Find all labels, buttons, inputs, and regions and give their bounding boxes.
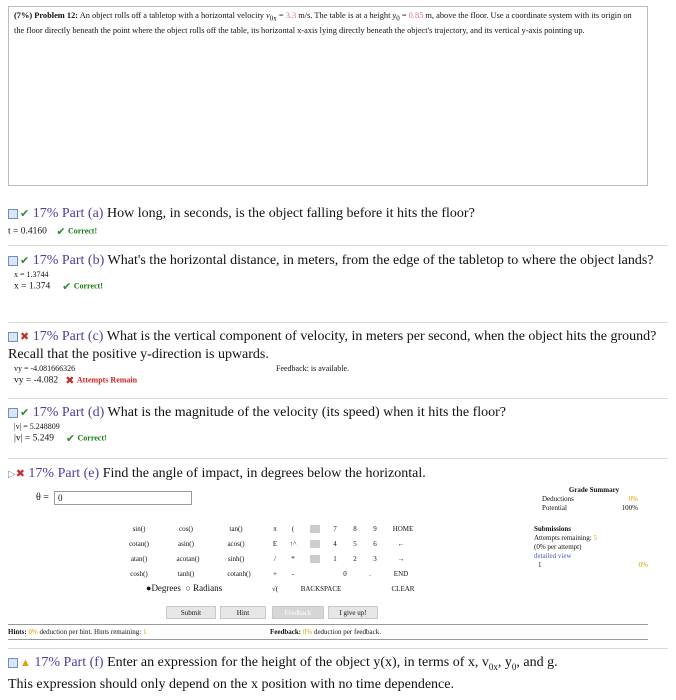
problem-text-1: An object rolls off a tabletop with a horizontal velocity [79,11,264,20]
key-blank [310,525,320,533]
degrees-label: Degrees [151,583,181,593]
hints-label: Hints: [8,628,27,636]
part-d-percent: 17% Part (d) [32,405,105,421]
part-e-question: Find the angle of impact, in degrees below the horizontal. [102,466,426,482]
v0x-sub: 0x [269,14,277,23]
key-blank [310,555,320,563]
divider [8,322,668,323]
per-attempt: (0% per attempt) [534,543,582,551]
key-tanh[interactable]: tanh() [177,570,195,578]
part-b-status: Correct! [73,281,103,291]
part-a-question: How long, in seconds, is the object falling before it hits the floor? [106,206,475,222]
key-6[interactable]: 6 [373,540,377,548]
hints-remaining: 1 [142,628,147,636]
grade-summary-title: Grade Summary [568,486,620,494]
radians-label: Radians [193,583,223,593]
expand-icon[interactable] [8,658,18,668]
key-4[interactable]: 4 [333,540,337,548]
hints-bar [8,624,648,640]
key-sin[interactable]: sin() [132,525,146,533]
key-divide[interactable]: / [274,555,276,563]
answer-input-value: 0 [58,493,63,503]
x-icon: ✖ [65,375,75,388]
key-0[interactable]: 0 [343,570,347,578]
give-up-button[interactable]: I give up! [328,606,378,619]
theta-label: θ = [36,492,49,503]
potential-value: 100% [621,504,638,512]
expand-icon[interactable] [8,408,18,418]
part-b-answer-full: x = 1.3744 [14,270,49,280]
key-9[interactable]: 9 [373,525,377,533]
key-e[interactable]: E [272,540,278,548]
part-f-question-1: Enter an expression for the height of the object y(x), in terms of x, v [107,655,489,670]
part-d [8,404,668,445]
part-c-percent: 17% Part (c) [32,329,104,345]
part-c [8,328,668,387]
key-acotan[interactable]: acotan() [176,555,200,563]
part-e [8,465,668,484]
part-b-percent: 17% Part (b) [32,253,105,269]
part-c-feedback: Feedback: is available. [276,364,350,374]
key-2[interactable]: 2 [353,555,357,563]
key-5[interactable]: 5 [353,540,357,548]
key-3[interactable]: 3 [373,555,377,563]
key-pi[interactable]: π [273,525,277,533]
part-b-question: What's the horizontal distance, in meters, from the edge of the tabletop to where the object lands? [107,253,654,269]
key-cosh[interactable]: cosh() [130,570,148,578]
correct-check-icon: ✔ [56,226,66,239]
expand-icon[interactable] [8,332,18,342]
key-7[interactable]: 7 [333,525,337,533]
hints-text: deduction per hint. Hints remaining: [39,628,142,636]
feedback-text: deduction per feedback. [313,628,382,636]
key-8[interactable]: 8 [353,525,357,533]
deductions-value: 0% [628,495,638,503]
divider [8,648,668,649]
part-c-status: Attempts Remain [76,375,138,385]
divider [8,245,668,246]
correct-check-icon: ✔ [62,281,72,294]
key-right-arrow[interactable]: → [397,555,405,563]
potential-label: Potential [542,504,567,512]
part-a-answer: t = 0.4160 [8,226,47,237]
hints-pct: 0% [28,628,38,636]
key-blank [310,540,320,548]
hint-button[interactable]: Hint [220,606,266,619]
part-c-answer: vy = -4.082 [14,375,59,386]
key-plus[interactable]: + [273,570,277,578]
part-a [8,205,668,238]
x-icon: ✖ [15,468,25,480]
answer-input[interactable] [54,491,192,505]
x-icon: ✖ [20,331,30,343]
key-dot[interactable]: . [369,570,371,578]
key-backspace[interactable]: BACKSPACE [300,585,342,593]
part-b [8,252,668,293]
key-tan[interactable]: tan() [229,525,243,533]
part-a-percent: 17% Part (a) [32,206,104,222]
feedback-label: Feedback: [270,628,302,636]
key-left-arrow[interactable]: ← [397,540,405,548]
check-icon: ✔ [20,255,30,267]
key-atan[interactable]: atan() [130,555,148,563]
arrow-icon[interactable]: ▷ [8,469,16,481]
key-open-paren[interactable]: ( [291,525,295,533]
part-c-question: What is the vertical component of velocity, in meters per second, when the object hits the ground? Recall that the positive y-direction is upwards. [8,329,657,363]
submit-button[interactable]: Submit [166,606,216,619]
expand-icon[interactable] [8,209,18,219]
y0-sub: 0 [396,14,400,23]
submission-pct: 0% [638,561,648,569]
check-icon: ✔ [20,208,30,220]
part-c-answer-full: vy = -4.081666326 [14,364,76,374]
key-asin[interactable]: asin() [178,540,194,548]
part-f-question-line2: This expression should only depend on the x position with no time dependence. [8,676,454,692]
key-clear[interactable]: CLEAR [391,585,415,593]
radians-radio-icon[interactable]: ○ [185,583,191,593]
key-1[interactable]: 1 [333,555,337,563]
deductions-label: Deductions [542,495,574,503]
part-b-answer: x = 1.374 [14,281,51,292]
problem-text-3: m, above the floor. Use a coordinate system with its origin on the floor directly beneath the point where the object rolls off the table, its horizontal x-axis lying directly beneath the object's trajectory, and its vertical y-axis pointing up. [14,11,632,35]
problem-statement: (7%) Problem 12: An object rolls off a tabletop with a horizontal velocity $v_{0x} = 3.3$ m/s. The table is at a height $y_0 = 0.85$ m, above the floor. Use a coordinate system with its origin on the floor directly beneath the point where the object rolls off the table, its horizontal x-axis lying directly beneath the object's trajectory, and its vertical y-axis pointing up. [8,6,648,186]
part-f-percent: 17% Part (f) [34,655,104,670]
feedback-pct: 0% [302,628,313,636]
part-e-percent: 17% Part (e) [28,466,100,482]
key-multiply[interactable]: * [291,555,295,563]
part-f-question-3: , and g. [516,655,558,670]
key-acos[interactable]: acos() [227,540,245,548]
part-d-answer-full: |v| = 5.248809 [14,422,60,432]
problem-text-2: m/s. The table is at a height [298,11,391,20]
grade-summary [534,486,654,570]
submissions-title: Submissions [534,525,571,533]
key-cotan[interactable]: cotan() [129,540,149,548]
expand-icon[interactable] [8,256,18,266]
part-d-status: Correct! [77,433,107,443]
key-minus[interactable]: - [291,570,295,578]
key-power[interactable]: ↑^ [289,540,297,548]
v0x-value: 3.3 [285,11,297,20]
submission-number: 1 [538,561,542,569]
key-cotanh[interactable]: cotanh() [227,570,251,578]
warning-icon: ▲ [20,657,31,669]
degrees-radio-icon[interactable]: ● [146,583,152,593]
key-home[interactable]: HOME [392,525,414,533]
v0x-label: v [266,11,270,20]
key-cos[interactable]: cos() [179,525,193,533]
part-f-sub-2: 0 [511,661,517,672]
problem-label: (7%) Problem 12: [14,11,79,20]
keypad [120,525,420,605]
y0-value: 0.85 [408,11,424,20]
y0-label: y [392,11,397,20]
part-f-question-2: , y [497,655,512,670]
divider [8,398,668,399]
angle-mode [146,583,222,593]
part-d-question: What is the magnitude of the velocity (its speed) when it hits the floor? [107,405,507,421]
attempts-label: Attempts remaining: [534,534,592,542]
part-d-answer: |v| = 5.249 [14,433,55,444]
feedback-button[interactable]: Feedback [272,606,324,619]
divider [8,458,668,459]
part-f [8,654,668,694]
key-end[interactable]: END [393,570,409,578]
correct-check-icon: ✔ [65,433,76,446]
part-a-status: Correct! [67,226,98,236]
key-sinh[interactable]: sinh() [227,555,245,563]
part-f-sub-1: 0x [488,661,498,672]
key-sqrt[interactable]: √( [271,585,279,593]
check-icon: ✔ [20,407,30,419]
detailed-view-link[interactable]: detailed view [534,552,572,560]
attempts-value: 5 [593,534,597,542]
